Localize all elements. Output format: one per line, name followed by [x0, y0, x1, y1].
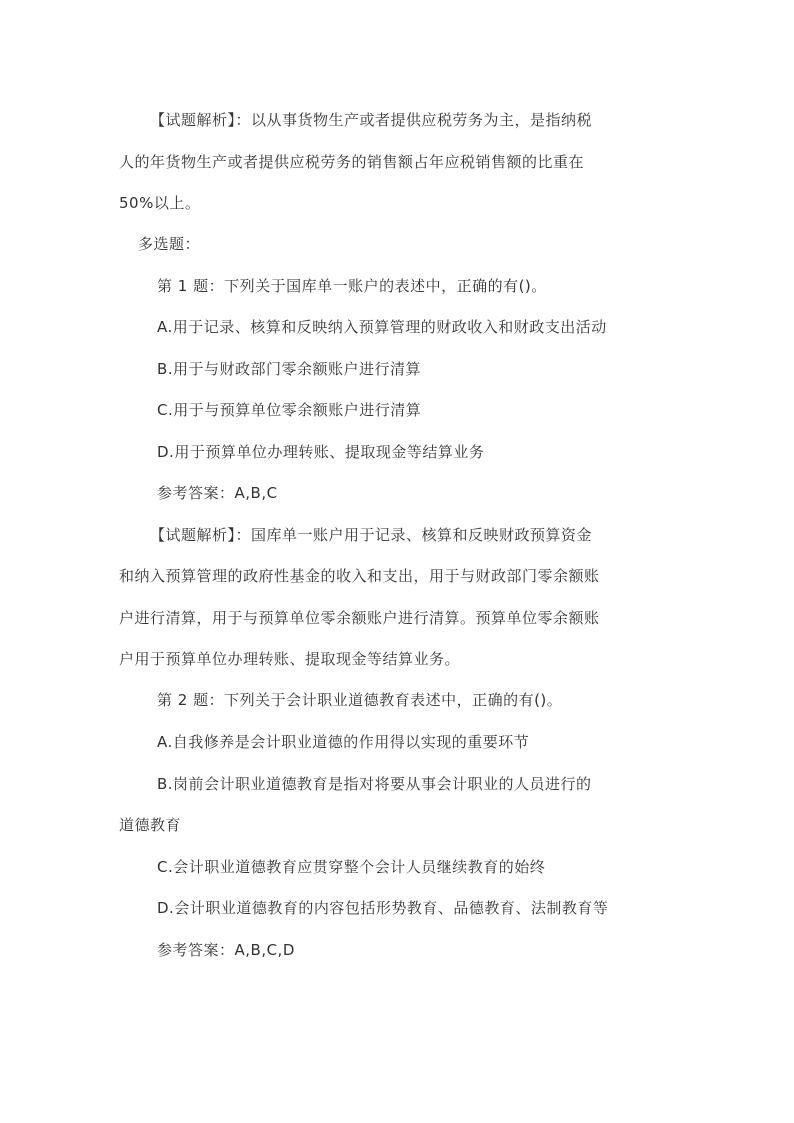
question-2-option-c: C.会计职业道德教育应贯穿整个会计人员继续教育的始终 [157, 858, 546, 876]
question-2-option-b-line-2: 道德教育 [119, 816, 182, 834]
question-1-option-c: C.用于与预算单位零余额账户进行清算 [157, 401, 422, 419]
analysis-2-line-2: 和纳入预算管理的政府性基金的收入和支出，用于与财政部门零余额账 [119, 567, 600, 585]
question-2-option-d: D.会计职业道德教育的内容包括形势教育、品德教育、法制教育等 [157, 899, 609, 917]
analysis-1-line-2: 人的年货物生产或者提供应税劳务的销售额占年应税销售额的比重在 [119, 153, 585, 171]
question-1-option-b: B.用于与财政部门零余额账户进行清算 [157, 360, 422, 378]
analysis-2-line-1: 【试题解析】：国库单一账户用于记录、核算和反映财政预算资金 [150, 526, 593, 544]
question-2-option-a: A.自我修养是会计职业道德的作用得以实现的重要环节 [157, 733, 530, 751]
section-heading-multiple-choice: 多选题： [138, 235, 201, 253]
question-1-option-d: D.用于预算单位办理转账、提取现金等结算业务 [157, 443, 485, 461]
question-1-stem: 第 1 题：下列关于国库单一账户的表述中，正确的有()。 [157, 277, 547, 295]
question-1-answer: 参考答案：A,B,C [157, 484, 278, 502]
question-1-option-a: A.用于记录、核算和反映纳入预算管理的财政收入和财政支出活动 [157, 318, 607, 336]
analysis-1-line-1: 【试题解析】：以从事货物生产或者提供应税劳务为主，是指纳税 [150, 111, 593, 129]
analysis-1-line-3: 50%以上。 [119, 194, 201, 212]
question-2-option-b-line-1: B.岗前会计职业道德教育是指对将要从事会计职业的人员进行的 [157, 775, 592, 793]
question-2-stem: 第 2 题：下列关于会计职业道德教育表述中，正确的有()。 [157, 691, 563, 709]
question-2-answer: 参考答案：A,B,C,D [157, 941, 295, 959]
analysis-2-line-3: 户进行清算，用于与预算单位零余额账户进行清算。预算单位零余额账 [119, 609, 600, 627]
analysis-2-line-4: 户用于预算单位办理转账、提取现金等结算业务。 [119, 650, 461, 668]
